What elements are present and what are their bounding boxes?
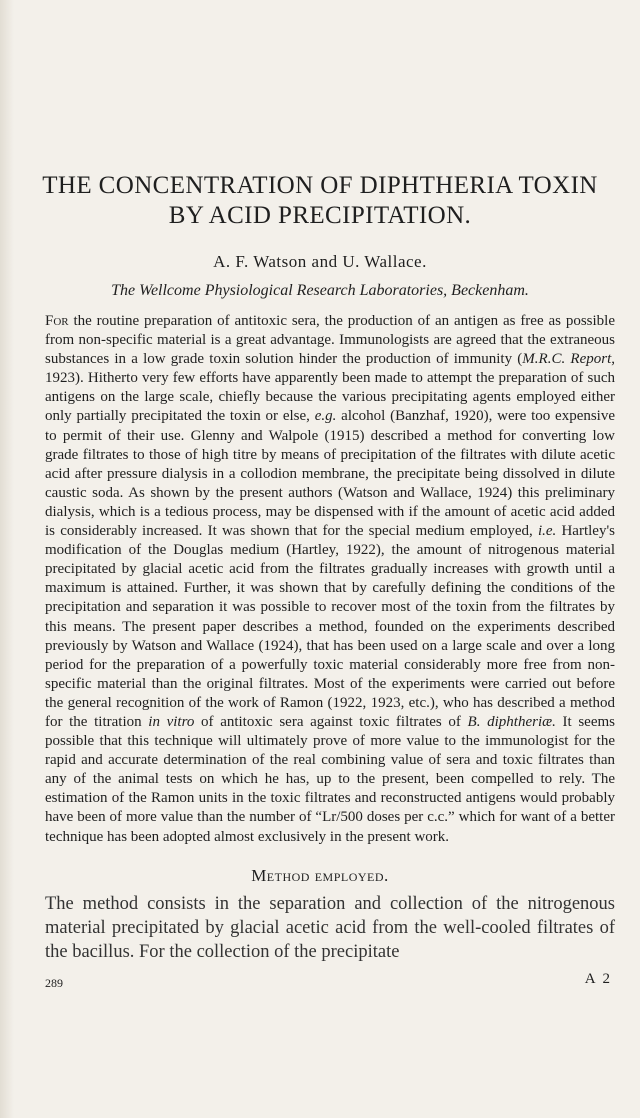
term-in-vitro: in vitro (148, 713, 195, 730)
section-heading: Method employed. (251, 866, 389, 885)
signature-mark: A 2 (584, 971, 612, 987)
affiliation: The Wellcome Physiological Research Laboratories, Beckenham. (111, 282, 529, 299)
text-run: It seems possible that this technique will ultimately prove of more value to the immunologist for the rapid and accurate determination of the real combining value of sera and toxic filtrates than any of the animal tests on which he has, up to the present, been compelled to rely. The estimation of the Ramon units in the toxic filtrates and reconstructed antigens would probably have been of more value than the number of “Lr/500 doses per c.c.” which for want of a better technique has been adopted almost exclusively in the present work. (45, 713, 616, 845)
abbrev-ie: i.e. (537, 523, 557, 540)
text-run: the routine preparation of antitoxic sera, the production of an antigen as free as possible from non-specific material is a great advantage. Immunologists are agreed that the extraneous substances in a low grade toxin solution hinder the production of immunity ( (45, 313, 615, 368)
page-fold-shadow (0, 0, 14, 1118)
body-paragraph-1 (45, 312, 615, 847)
title-line-2: BY ACID PRECIPITATION. (168, 202, 472, 229)
abbrev-eg: e.g. (314, 408, 337, 425)
lead-word: For (45, 313, 69, 329)
author-line: A. F. Watson and U. Wallace. (213, 252, 427, 271)
text-run: Hartley's modification of the Douglas medium (Hartley, 1922), the amount of nitrogenous material precipitated by glacial acetic acid from the filtrates gradually increases with growth until a maximum is attained. Further, it was shown that by carefully defining the conditions of the precipitation and separation it was possible to recover most of the toxin from the filtrates by this means. The present paper describes a method, founded on the experiments described previously by Watson and Wallace (1924), that has been used on a large scale and over a long period for the preparation of a powerfully toxic material considerably more free from non-specific material than the original filtrates. Most of the experiments were carried out before the general recognition of the work of Ramon (1922, 1923, etc.), who has described a method for the titration (45, 523, 615, 730)
citation-report: M.R.C. Report (522, 351, 612, 368)
text-run: of antitoxic sera against toxic filtrates of (194, 713, 468, 730)
text-run: alcohol (Banzhaf, 1920), were too expensive to permit of their use. Glenny and Walpole (1915) described a method for converting low grade filtrates to those of high titre by means of precipitation of the filtrates with dilute acetic acid after pressure dialysis in a collodion membrane, the precipitate being dissolved in dilute caustic soda. As shown by the present authors (Watson and Wallace, 1924) this preliminary dialysis, which is a tedious process, may be dispensed with if the amount of acetic acid added is considerably increased. It was shown that for the special medium employed, (45, 408, 616, 540)
page-number: 289 (45, 976, 63, 990)
text-run: , 1923). Hitherto very few efforts have apparently been made to attempt the preparation of such antigens on the large scale, chiefly because the various precipitating agents employed either only partially precipitated the toxin or else, (45, 351, 615, 425)
species-name: B. diphtheriæ. (467, 713, 556, 730)
body-paragraph-2: The method consists in the separation and collection of the nitrogenous material precipitated by glacial acetic acid from the well-cooled filtrates of the bacillus. For the collection of the precipitate (45, 894, 615, 962)
title-line-1: THE CONCENTRATION OF DIPHTHERIA TOXIN (42, 172, 598, 199)
